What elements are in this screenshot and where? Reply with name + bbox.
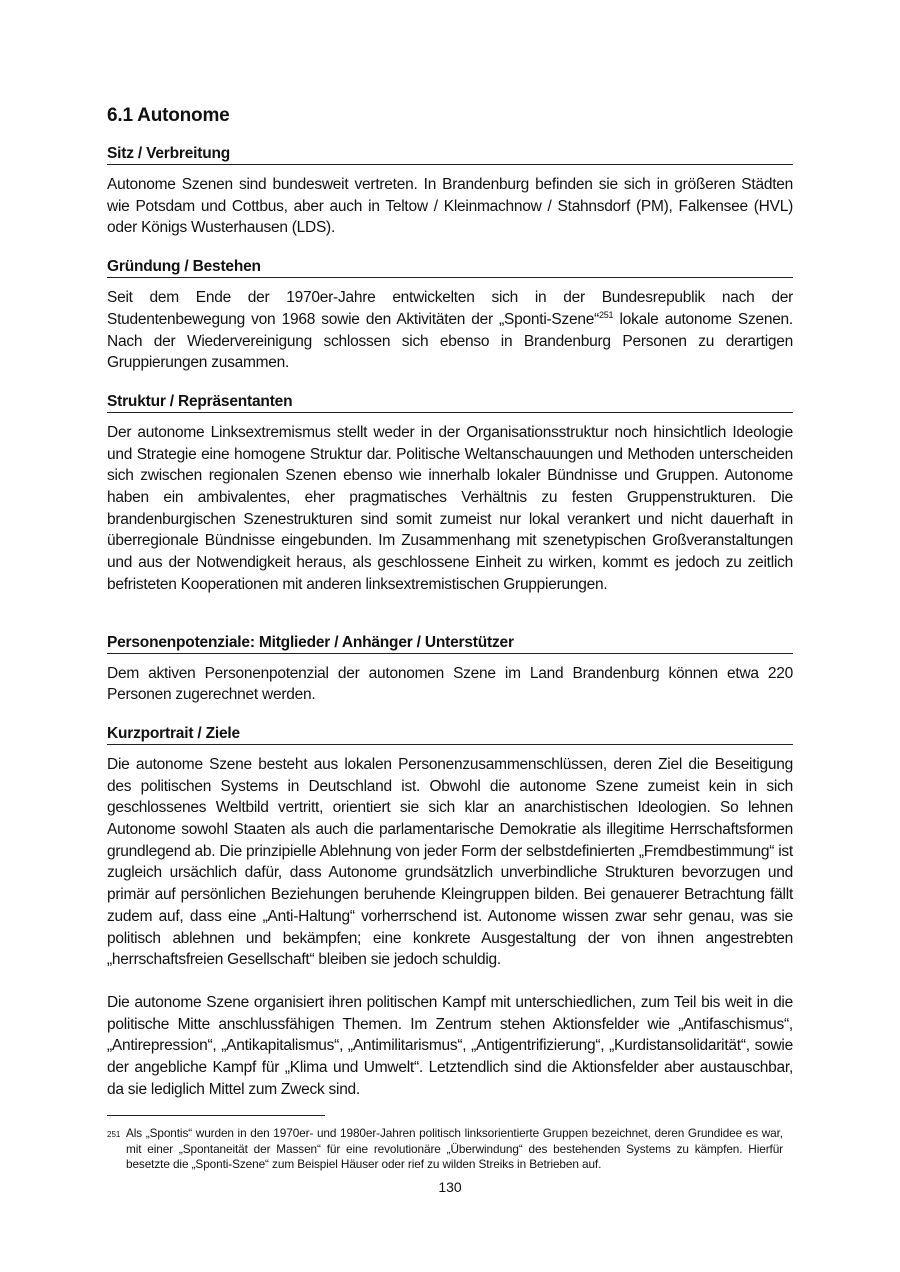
paragraph: Autonome Szenen sind bundesweit vertreten. In Brandenburg befinden sie sich in größeren Städten wie Potsdam und Cottbus, aber auch in Teltow / Kleinmachnow / Stahnsdorf (PM), Falkensee (HVL) oder Königs Wusterhausen (LDS). bbox=[107, 176, 793, 237]
footnote-text: Als „Spontis“ wurden in den 1970er- und 1980er-Jahren politisch linksorientierte Gruppen bezeichnet, deren Grundidee es war, mit einer „Spontaneität der Massen“ für eine revolutionäre „Überwindung“ des bestehenden Systems zu kämpfen. Hierfür besetzte die „Sponti-Szene“ zum Beispiel Häuser oder rief zu wilden Streiks in Betrieben auf. bbox=[126, 1126, 783, 1172]
paragraph bbox=[107, 287, 793, 374]
paragraph: Der autonome Linksextremismus stellt weder in der Organisationsstruktur noch hinsichtlich Ideologie und Strategie eine homogene Struktur dar. Politische Weltanschauungen und Methoden unterscheiden sich zwischen regionalen Szenen ebenso wie innerhalb lokaler Bündnisse und Gruppen. Autonome haben ein ambivalentes, eher pragmatisches Verhältnis zu festen Gruppenstrukturen. Die brandenburgischen Szenestrukturen sind somit zumeist nur lokal verankert und nicht dauerhaft in überregionale Bündnisse eingebunden. Im Zusammenhang mit szenetypischen Großveranstaltungen und aus der Notwendigkeit heraus, als geschlossene Einheit zu wirken, kommt es jedoch zu zeitlich befristeten Kooperationen mit anderen linksextremistischen Gruppierungen. bbox=[107, 423, 793, 593]
section-heading: Struktur / Repräsentanten bbox=[107, 393, 793, 413]
footnote-divider bbox=[107, 1115, 325, 1116]
paragraph: Die autonome Szene besteht aus lokalen Personenzusammenschlüssen, deren Ziel die Beseitigung des politischen Systems in Deutschland ist. Obwohl die autonome Szene zumeist kein in sich geschlossenes Weltbild vertritt, orientiert sie sich klar an anarchistischen Ideologien. So lehnen Autonome sowohl Staaten als auch die parlamentarische Demokratie als illegitime Herrschaftsformen grundlegend ab. Die prinzipielle Ablehnung von jeder Form der selbstdefinierten „Fremdbestimmung“ ist zugleich ursächlich dafür, dass Autonome grundsätzlich unverbindliche Strukturen bevorzugen und primär auf persönlichen Beziehungen beruhende Kleingruppen bilden. Bei genauerer Betrachtung fällt zudem auf, dass eine „Anti-Haltung“ vorherrschend ist. Autonome wissen zwar sehr genau, was sie politisch ablehnen und bekämpfen; eine konkrete Ausgestaltung der von ihnen angestrebten „herrschaftsfreien Gesellschaft“ bleiben sie jedoch schuldig. bbox=[107, 755, 793, 969]
paragraph: Die autonome Szene organisiert ihren politischen Kampf mit unterschiedlichen, zum Teil bis weit in die politische Mitte anschlussfähigen Themen. Im Zentrum stehen Aktionsfelder wie „Antifaschismus“, „Antirepression“, „Antikapitalismus“, „Antimilitarismus“, „Antigentrifizierung“, „Kurdistansolidarität“, sowie der angebliche Kampf für „Klima und Umwelt“. Letztendlich sind die Aktionsfelder aber austauschbar, da sie lediglich Mittel zum Zweck sind. bbox=[107, 993, 793, 1098]
section-heading: Sitz / Verbreitung bbox=[107, 145, 793, 165]
section-heading: Gründung / Bestehen bbox=[107, 258, 793, 278]
footnote-number: 251 bbox=[107, 1130, 121, 1139]
section-sitz bbox=[107, 145, 793, 239]
footnote bbox=[107, 1126, 783, 1173]
page-number: 130 bbox=[438, 1179, 462, 1195]
page-title: 6.1 Autonome bbox=[107, 105, 230, 126]
main-content bbox=[107, 105, 793, 1120]
section-personenpotenziale bbox=[107, 634, 793, 706]
section-heading: Kurzportrait / Ziele bbox=[107, 725, 793, 745]
section-kurzportrait bbox=[107, 725, 793, 1101]
paragraph-text: Seit dem Ende der 1970er-Jahre entwickelten sich in der Bundesrepublik nach der Studentenbewegung von 1968 sowie den Aktivitäten der „Sponti-Szene“ bbox=[107, 289, 793, 328]
footnote-reference[interactable]: 251 bbox=[599, 309, 614, 320]
paragraph: Dem aktiven Personenpotenzial der autonomen Szene im Land Brandenburg können etwa 220 Personen zugerechnet werden. bbox=[107, 664, 793, 704]
section-heading: Personenpotenziale: Mitglieder / Anhänger / Unterstützer bbox=[107, 634, 793, 654]
spacer bbox=[107, 615, 793, 634]
spacer bbox=[107, 971, 793, 992]
section-gruendung bbox=[107, 258, 793, 374]
paragraph-text: lokale autonome Szenen. Nach der Wiedervereinigung schlossen sich ebenso in Brandenburg Personen zu derartigen Gruppierungen zusammen. bbox=[107, 310, 793, 372]
section-struktur bbox=[107, 393, 793, 596]
